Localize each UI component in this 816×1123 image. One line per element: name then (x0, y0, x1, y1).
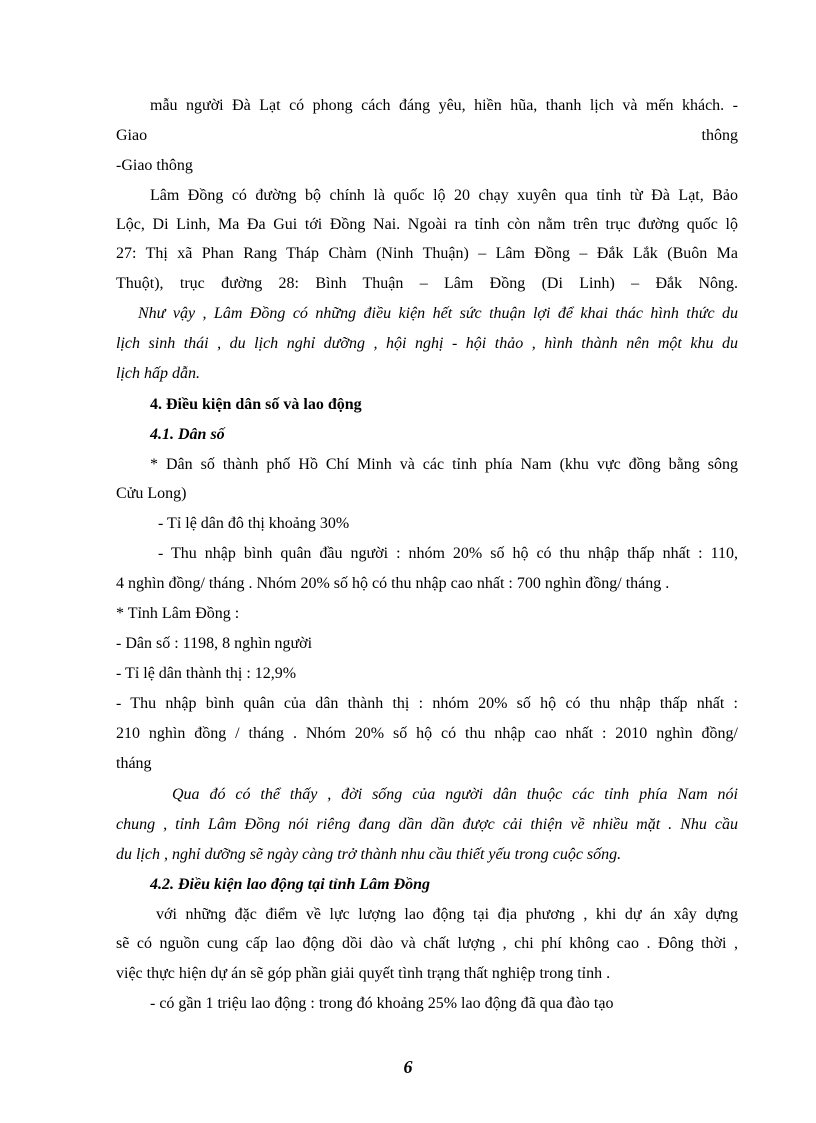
page-number: 6 (403, 1057, 413, 1077)
text-line: việc thực hiện dự án sẽ góp phần giải quyết tình trạng thất nghiệp trong tỉnh . (116, 965, 611, 982)
text-line: 210 nghìn đồng / tháng . Nhóm 20% số hộ có thu nhập cao nhất : 2010 nghìn đồng/ (116, 725, 738, 742)
text-fragment: Giao (116, 127, 148, 144)
text-line: Lộc, Di Linh, Ma Đa Gui tới Đồng Nai. Ngoài ra tỉnh còn nằm trên trục đường quốc lộ (116, 216, 738, 233)
section-heading: 4. Điều kiện dân số và lao động (150, 396, 362, 413)
text-line: - Tỉ lệ dân đô thị khoảng 30% (158, 515, 350, 532)
text-line: mẫu người Đà Lạt có phong cách đáng yêu, hiền hũa, thanh lịch và mến khách. - (150, 97, 738, 114)
text-line: tháng (116, 755, 152, 772)
text-line: - Thu nhập bình quân của dân thành thị : nhóm 20% số hộ có thu nhập thấp nhất : (116, 695, 738, 712)
text-line: Qua đó có thể thấy , đời sống của người dân thuộc các tỉnh phía Nam nói (172, 786, 738, 803)
text-line: - có gần 1 triệu lao động : trong đó khoảng 25% lao động đã qua đào tạo (150, 995, 614, 1012)
text-line: sẽ có nguồn cung cấp lao động dồi dào và chất lượng , chi phí không cao . Đông thời , (116, 935, 738, 952)
text-line: - Thu nhập bình quân đầu người : nhóm 20% số hộ có thu nhập thấp nhất : 110, (158, 545, 738, 562)
text-line: 27: Thị xã Phan Rang Tháp Chàm (Ninh Thuận) – Lâm Đồng – Đắk Lắk (Buôn Ma (116, 245, 738, 262)
text-line: -Giao thông (116, 157, 193, 174)
text-line: 4 nghìn đồng/ tháng . Nhóm 20% số hộ có thu nhập cao nhất : 700 nghìn đồng/ tháng . (116, 575, 670, 592)
text-line: Lâm Đồng có đường bộ chính là quốc lộ 20 chạy xuyên qua tỉnh từ Đà Lạt, Bảo (150, 187, 738, 204)
text-line: * Dân số thành phố Hồ Chí Minh và các tỉnh phía Nam (khu vực đồng bằng sông (150, 456, 738, 473)
text-line: - Dân số : 1198, 8 nghìn người (116, 635, 313, 652)
text-line: du lịch , nghỉ dưỡng sẽ ngày càng trở thành nhu cầu thiết yếu trong cuộc sống. (116, 846, 622, 863)
text-line: * Tỉnh Lâm Đồng : (116, 605, 240, 622)
text-line-split (116, 126, 738, 146)
text-line: Như vậy , Lâm Đồng có những điều kiện hết sức thuận lợi để khai thác hình thức du (138, 305, 738, 322)
text-line: lịch sinh thái , du lịch nghỉ dưỡng , hội nghị - hội thảo , hình thành nên một khu du (116, 335, 738, 352)
text-line: Thuột), trục đường 28: Bình Thuận – Lâm Đồng (Di Linh) – Đắk Nông. (116, 275, 738, 292)
subsection-heading: 4.1. Dân số (150, 426, 225, 443)
text-line: - Tỉ lệ dân thành thị : 12,9% (116, 665, 297, 682)
text-line: lịch hấp dẫn. (116, 365, 200, 382)
text-fragment: thông (701, 127, 738, 144)
text-line: chung , tỉnh Lâm Đồng nói riêng đang dần dần được cải thiện về nhiều mặt . Nhu cầu (116, 816, 738, 833)
text-line: với những đặc điểm về lực lượng lao động tại địa phương , khi dự án xây dựng (156, 906, 738, 923)
subsection-heading: 4.2. Điều kiện lao động tại tỉnh Lâm Đồng (150, 876, 431, 893)
text-line: Cửu Long) (116, 485, 187, 502)
